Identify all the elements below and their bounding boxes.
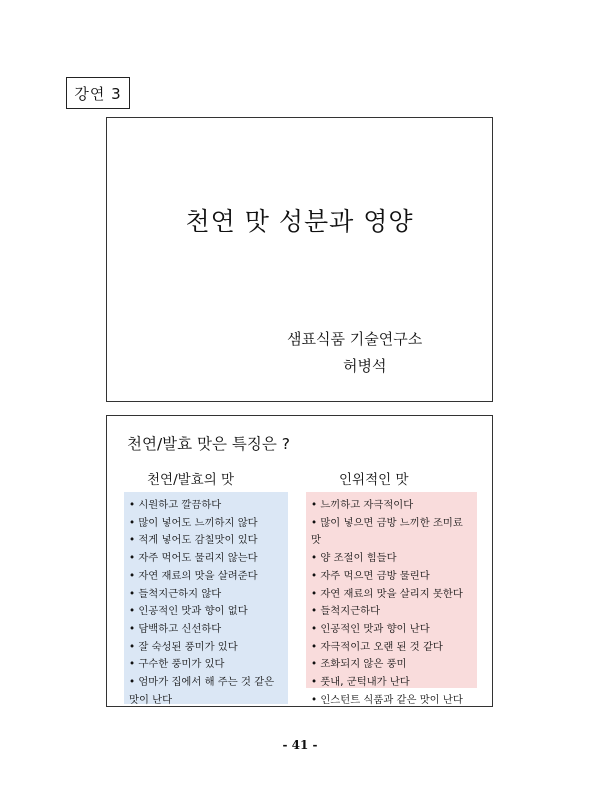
list-item: • 많이 넣어도 느끼하지 않다: [129, 515, 284, 533]
lecture-label: 강연 3: [66, 77, 130, 109]
list-item: • 구수한 풍미가 있다: [129, 656, 284, 674]
artificial-taste-list: [306, 492, 477, 706]
title-slide: [106, 117, 493, 402]
comparison-heading: 천연/발효 맛은 특징은 ?: [127, 435, 290, 453]
list-item: • 풋내, 군턱내가 난다: [311, 674, 473, 692]
list-item: • 자연 재료의 맛을 살려준다: [129, 568, 284, 586]
list-item: • 들척지근하다: [311, 603, 473, 621]
page-number: - 41 -: [282, 738, 318, 752]
natural-taste-list: [124, 492, 288, 704]
list-item: • 양 조절이 힘들다: [311, 550, 473, 568]
artificial-taste-title: 인위적인 맛: [339, 472, 409, 488]
list-item: • 자극적이고 오랜 된 것 같다: [311, 639, 473, 657]
list-item: • 적게 넣어도 감칠맛이 있다: [129, 532, 284, 550]
list-item: • 자연 재료의 맛을 살리지 못한다: [311, 586, 473, 604]
list-item: • 자주 먹어도 물리지 않는다: [129, 550, 284, 568]
presenter-name: 허병석: [343, 357, 387, 375]
list-item: • 시원하고 깔끔하다: [129, 497, 284, 515]
list-item: • 담백하고 신선하다: [129, 621, 284, 639]
slide-title: 천연 맛 성분과 영양: [185, 207, 414, 236]
list-item: • 조화되지 않은 풍미: [311, 656, 473, 674]
list-item: • 느끼하고 자극적이다: [311, 497, 473, 515]
comparison-slide: [106, 415, 493, 707]
list-item: • 잘 숙성된 풍미가 있다: [129, 639, 284, 657]
list-item: • 인공적인 맛과 향이 없다: [129, 603, 284, 621]
list-item: • 많이 넣으면 금방 느끼한 조미료 맛: [311, 515, 473, 550]
list-item: • 엄마가 집에서 해 주는 것 같은 맛이 난다: [129, 674, 284, 709]
list-item: • 들척지근하지 않다: [129, 586, 284, 604]
natural-taste-title: 천연/발효의 맛: [147, 472, 235, 488]
list-item: • 인공적인 맛과 향이 난다: [311, 621, 473, 639]
list-item: • 인스턴트 식품과 같은 맛이 난다: [311, 692, 473, 710]
list-item: • 자주 먹으면 금방 물린다: [311, 568, 473, 586]
presenter-organization: 샘표식품 기술연구소: [287, 330, 423, 348]
